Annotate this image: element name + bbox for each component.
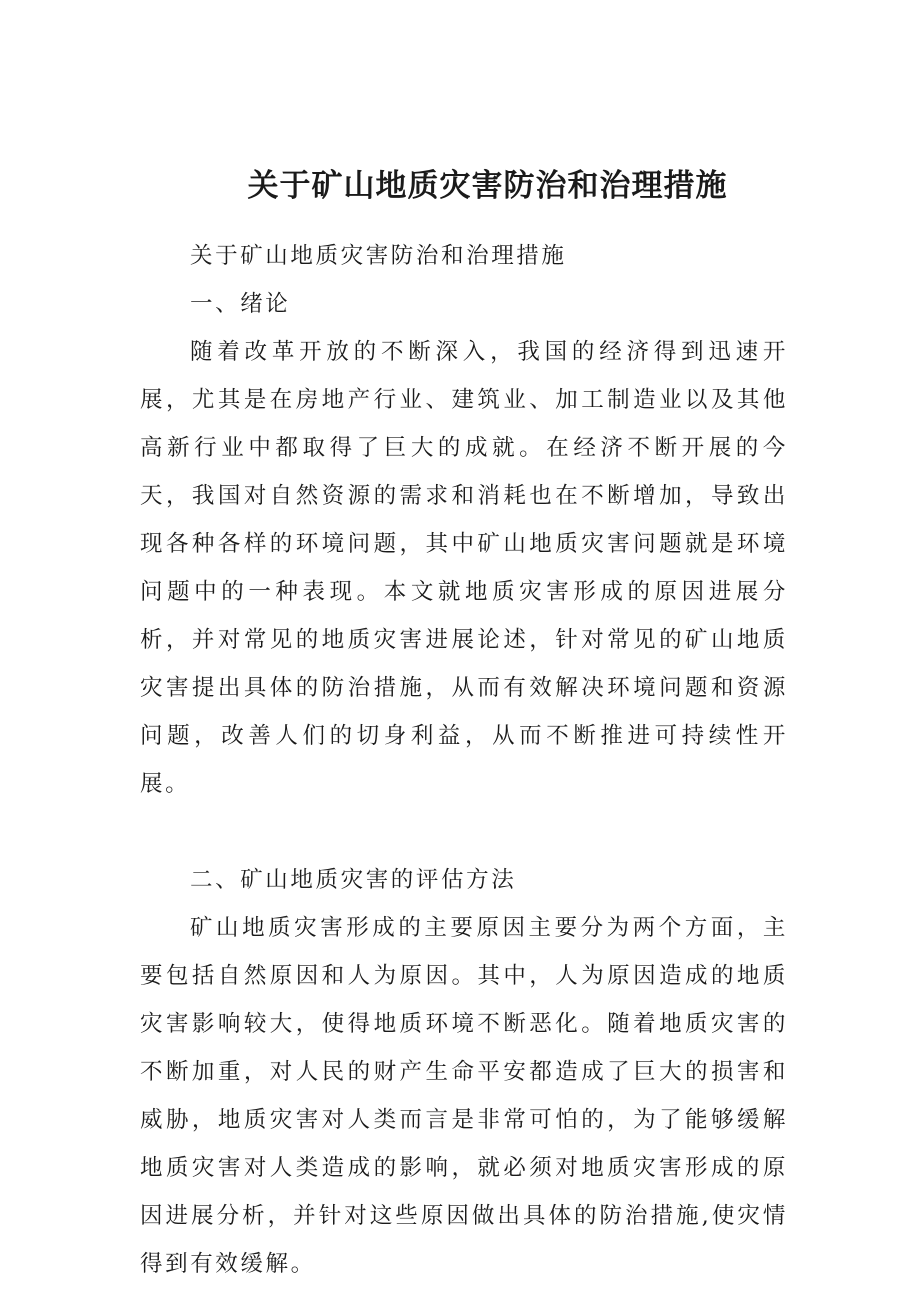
section-2-paragraph: 矿山地质灾害形成的主要原因主要分为两个方面，主要包括自然原因和人为原因。其中，人为原因造成的地质灾害影响较大，使得地质环境不断恶化。随着地质灾害的不断加重，对人民的财产生命平安都造成了巨大的损害和威胁，地质灾害对人类而言是非常可怕的，为了能够缓解地质灾害对人类造成的影响，就必须对地质灾害形成的原因进展分析，并针对这些原因做出具体的防治措施,使灾情得到有效缓解。: [140, 915, 788, 1277]
document-title: 关于矿山地质灾害防治和治理措施: [247, 168, 728, 204]
section-2-heading: 二、矿山地质灾害的评估方法: [190, 867, 517, 893]
document-subtitle: 关于矿山地质灾害防治和治理措施: [190, 243, 567, 269]
paragraph-spacer: [140, 808, 788, 856]
section-1-heading: 一、绪论: [190, 291, 291, 317]
section-1-paragraph: 随着改革开放的不断深入，我国的经济得到迅速开展，尤其是在房地产行业、建筑业、加工制造业以及其他高新行业中都取得了巨大的成就。在经济不断开展的今天，我国对自然资源的需求和消耗也在不断增加，导致出现各种各样的环境问题，其中矿山地质灾害问题就是环境问题中的一种表现。本文就地质灾害形成的原因进展分析，并对常见的地质灾害进展论述，针对常见的矿山地质灾害提出具体的防治措施，从而有效解决环境问题和资源问题，改善人们的切身利益，从而不断推进可持续性开展。: [140, 339, 788, 797]
document-body: [140, 232, 788, 1288]
